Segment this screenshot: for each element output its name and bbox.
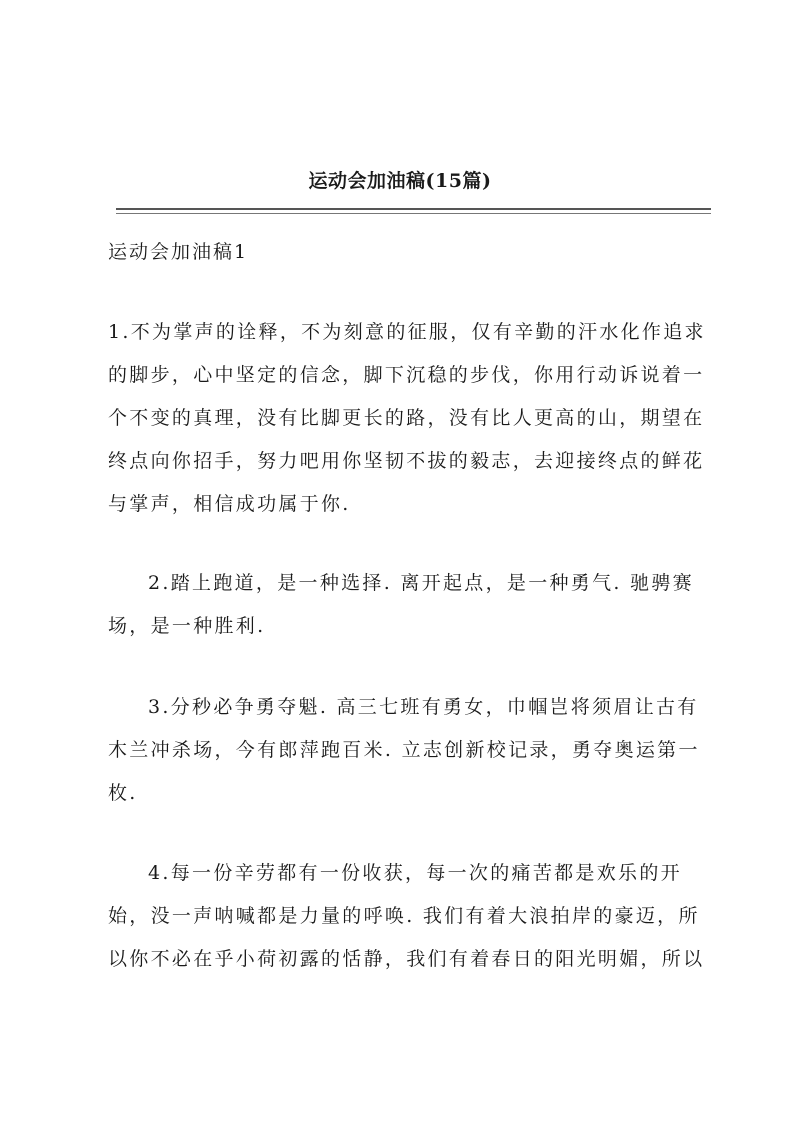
paragraph-line: 枚. [108, 782, 138, 804]
paragraph-line: 2.踏上跑道，是一种选择. 离开起点，是一种勇气. 驰骋赛 [148, 572, 694, 594]
section-heading: 运动会加油稿1 [108, 241, 249, 263]
paragraph-line: 4.每一份辛劳都有一份收获，每一次的痛苦都是欢乐的开 [148, 862, 682, 884]
paragraph-line: 1.不为掌声的诠释，不为刻意的征服，仅有辛勤的汗水化作追求 [108, 321, 706, 343]
paragraph-line: 与掌声，相信成功属于你. [108, 493, 351, 515]
title-divider-thin [116, 213, 711, 214]
paragraph-line: 终点向你招手，努力吧用你坚韧不拔的毅志，去迎接终点的鲜花 [108, 450, 705, 472]
paragraph-line: 的脚步，心中坚定的信念，脚下沉稳的步伐，你用行动诉说着一 [108, 364, 705, 386]
paragraph-1 [108, 311, 718, 526]
paragraph-4 [108, 852, 718, 981]
paragraph-line: 个不变的真理，没有比脚更长的路，没有比人更高的山，期望在 [108, 407, 705, 429]
document-title: 运动会加油稿(15篇) [308, 170, 492, 192]
paragraph-line: 以你不必在乎小荷初露的恬静，我们有着春日的阳光明媚，所以 [108, 948, 705, 970]
paragraph-line: 场，是一种胜利. [108, 615, 266, 637]
paragraph-2 [108, 562, 718, 648]
title-divider-thick [116, 208, 711, 210]
paragraph-line: 始，没一声呐喊都是力量的呼唤. 我们有着大浪拍岸的豪迈，所 [108, 905, 700, 927]
paragraph-3 [108, 686, 718, 815]
paragraph-line: 木兰冲杀场，今有郎萍跑百米. 立志创新校记录，勇夺奥运第一 [108, 739, 700, 761]
paragraph-line: 3.分秒必争勇夺魁. 高三七班有勇女，巾帼岂将须眉让古有 [148, 696, 699, 718]
